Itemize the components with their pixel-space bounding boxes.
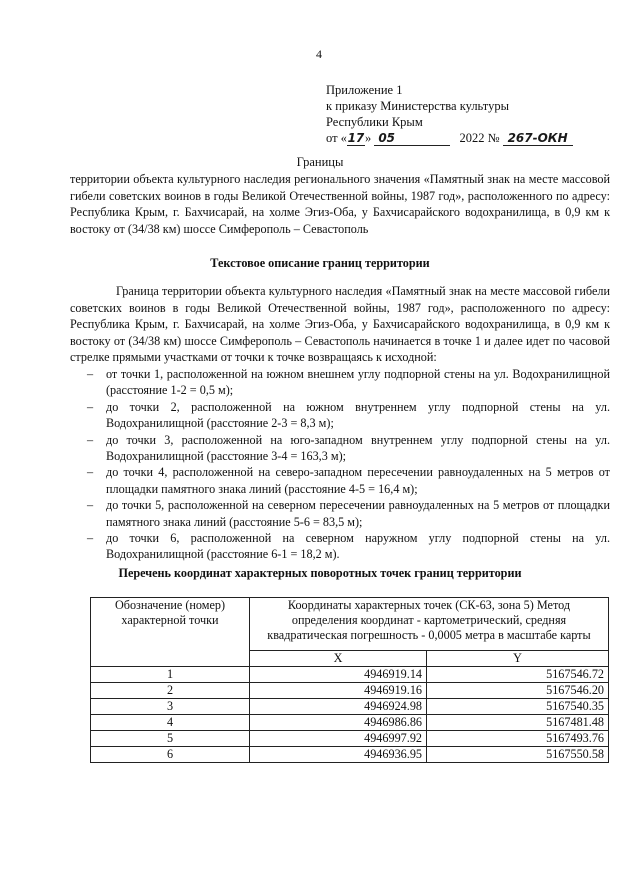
column-header-coordinates: Координаты характерных точек (СК-63, зона 5) Метод определения координат - картометрический, средняя квадратическая погрешность - 0,0005 метра в масштабе карты — [250, 598, 609, 651]
coordinates-table — [90, 597, 609, 763]
y-coordinate: 5167481.48 — [427, 715, 609, 731]
y-coordinate: 5167493.76 — [427, 731, 609, 747]
point-number: 4 — [91, 715, 250, 731]
date-prefix: от « — [326, 131, 347, 145]
date-year: 2022 № — [459, 131, 500, 145]
table-row — [91, 699, 609, 715]
list-dash: – — [87, 367, 94, 381]
y-coordinate: 5167546.20 — [427, 683, 609, 699]
table-row — [91, 731, 609, 747]
intro-paragraph: территории объекта культурного наследия регионального значения «Памятный знак на месте массовой гибели советских воинов в годы Великой Отечественной войны, 1987 год», расположенного по адресу: Республика Крым, г. Бахчисарай, на холме Эгиз-Оба, у Бахчисарайского водохранилища, в 0,9 км к востоку от (34/38 км) шоссе Симферополь – Севастополь — [70, 172, 610, 236]
date-mid: » — [364, 131, 375, 145]
boundary-points-list — [70, 366, 610, 563]
x-coordinate: 4946919.14 — [250, 667, 427, 683]
appendix-date-line — [326, 130, 573, 146]
appendix-line-3: Республики Крым — [326, 115, 423, 129]
y-coordinate: 5167546.72 — [427, 667, 609, 683]
point-number: 3 — [91, 699, 250, 715]
list-dash: – — [87, 531, 94, 546]
handwritten-order-number: 267-ОКН — [503, 131, 573, 146]
table-row — [91, 715, 609, 731]
y-coordinate: 5167550.58 — [427, 747, 609, 763]
x-coordinate: 4946924.98 — [250, 699, 427, 715]
x-coordinate: 4946997.92 — [250, 731, 427, 747]
table-header-row — [91, 598, 609, 651]
column-header-y: Y — [427, 651, 609, 667]
list-item: – до точки 4, расположенной на северо-западном пересечении равноудаленных на 5 метров от площадки памятного знака линий (расстояние 4-5 = 16,4 м); — [87, 465, 610, 496]
section-heading-coordinates: Перечень координат характерных поворотных точек границ территории — [118, 566, 522, 580]
table-row — [91, 683, 609, 699]
page-number: 4 — [316, 47, 322, 61]
column-header-point: Обозначение (номер) характерной точки — [91, 598, 250, 667]
point-number: 6 — [91, 747, 250, 763]
appendix-line-2: к приказу Министерства культуры — [326, 99, 509, 113]
point-number: 1 — [91, 667, 250, 683]
x-coordinate: 4946936.95 — [250, 747, 427, 763]
handwritten-month: 05 — [374, 131, 450, 146]
list-item: – до точки 6, расположенной на северном наружном углу подпорной стены на ул. Водохранилищной (расстояние 6-1 = 18,2 м). — [87, 531, 610, 562]
table-row — [91, 667, 609, 683]
list-item: – до точки 5, расположенной на северном пересечении равноудаленных на 5 метров от площадки памятного знака линий (расстояние 5-6 = 83,5 м); — [87, 498, 610, 529]
y-coordinate: 5167540.35 — [427, 699, 609, 715]
list-dash: – — [87, 399, 94, 414]
point-number: 5 — [91, 731, 250, 747]
handwritten-day: 17 — [347, 131, 365, 145]
list-dash: – — [87, 498, 94, 513]
list-dash: – — [87, 465, 94, 480]
x-coordinate: 4946986.86 — [250, 715, 427, 731]
description-paragraph: Граница территории объекта культурного наследия «Памятный знак на месте массовой гибели советских воинов в годы Великой Отечественной войны, 1987 год», расположенного по адресу: Республика Крым, г. Бахчисарай, на холме Эгиз-Оба, у Бахчисарайского водохранилища, в 0,9 км к востоку от (34/38 км) шоссе Симферополь – Севастополь начинается в точке 1 и далее идет по часовой стрелке прямыми участками от точки к точке возвращаясь к исходной: — [70, 284, 610, 364]
point-number: 2 — [91, 683, 250, 699]
list-dash: – — [87, 432, 94, 447]
page-title: Границы — [296, 155, 344, 169]
section-heading-description: Текстовое описание границ территории — [210, 256, 430, 270]
x-coordinate: 4946919.16 — [250, 683, 427, 699]
list-item: – до точки 2, расположенной на южном внутреннем углу подпорной стены на ул. Водохранилищной (расстояние 2-3 = 8,3 м); — [87, 399, 610, 431]
table-row — [91, 747, 609, 763]
list-item: – от точки 1, расположенной на южном внешнем углу подпорной стены на ул. Водохранилищной (расстояние 1-2 = 0,5 м); — [87, 367, 610, 398]
list-item: – до точки 3, расположенной на юго-западном внутреннем углу подпорной стены на ул. Водохранилищной (расстояние 3-4 = 163,3 м); — [87, 432, 610, 464]
appendix-header — [326, 82, 573, 146]
appendix-line-1: Приложение 1 — [326, 83, 403, 97]
column-header-x: X — [250, 651, 427, 667]
